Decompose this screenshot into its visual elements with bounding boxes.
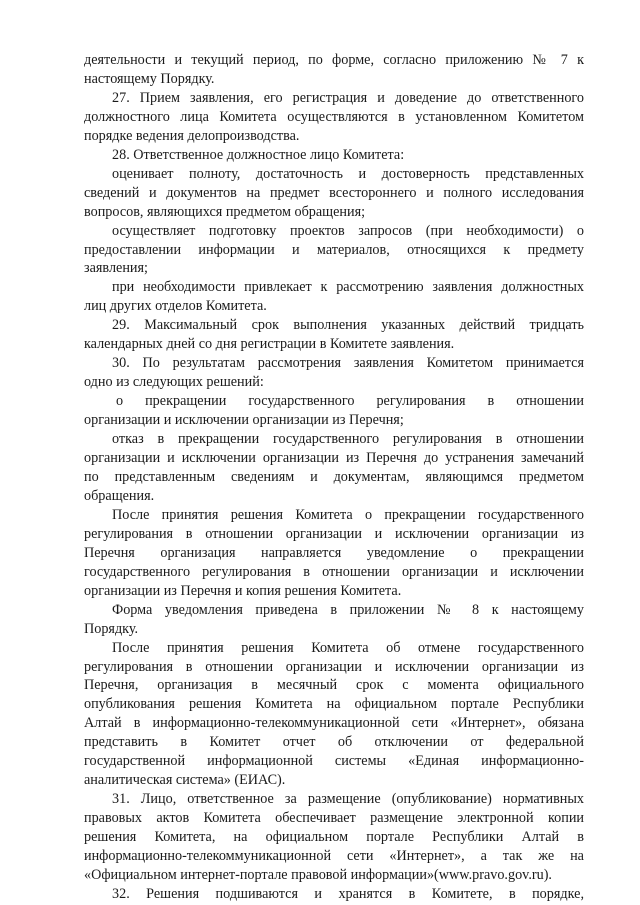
text-line: регулирования в отношении организации и исключении организации из	[84, 658, 584, 675]
text-line: «Официальном интернет-портале правовой информации»(www.pravo.gov.ru).	[84, 866, 552, 883]
text-line: лиц других отделов Комитета.	[84, 298, 267, 315]
text-line: информационно-телекоммуникационной сети «Интернет», а так же на	[84, 848, 584, 865]
text-line: 29. Максимальный срок выполнения указанных действий тридцать	[112, 317, 584, 334]
text-line: государственной информационной системы «Единая информационно-	[84, 753, 584, 770]
text-line: представить в Комитет отчет об отключении от федеральной	[84, 734, 584, 751]
text-line: календарных дней со дня регистрации в Комитете заявления.	[84, 336, 455, 353]
text-line: государственного регулирования в отношении организации и исключении	[84, 563, 584, 580]
document-page	[84, 51, 584, 904]
text-line: о прекращении государственного регулирования в отношении	[116, 393, 584, 410]
text-line: Порядку.	[84, 620, 139, 637]
text-line: 31. Лицо, ответственное за размещение (опубликование) нормативных	[112, 791, 584, 808]
text-line: предоставлении информации и материалов, относящихся к предмету	[84, 241, 584, 258]
text-line: вопросов, являющихся предметом обращения;	[84, 203, 366, 220]
text-line: 30. По результатам рассмотрения заявления Комитетом принимается	[112, 355, 584, 372]
text-line: 27. Прием заявления, его регистрация и доведение до ответственного	[112, 89, 584, 106]
text-line: при необходимости привлекает к рассмотрению заявления должностных	[112, 279, 584, 296]
text-line: должностного лица Комитета осуществляются в установленном Комитетом	[84, 108, 584, 125]
text-line: порядке ведения делопроизводства.	[84, 127, 300, 144]
text-line: После принятия решения Комитета об отмене государственного	[112, 639, 584, 656]
text-line: оценивает полноту, достаточность и достоверность представленных	[112, 165, 584, 182]
text-line: организации из Перечня и копия решения Комитета.	[84, 582, 402, 599]
text-line: Перечня, организация в месячный срок с момента официального	[84, 677, 584, 694]
text-line: осуществляет подготовку проектов запросов (при необходимости) о	[112, 222, 584, 239]
text-line: сведений и документов на предмет всестороннего и полного исследования	[84, 184, 584, 201]
text-line: Перечня организация направляется уведомление о прекращении	[84, 544, 584, 561]
text-line: обращения.	[84, 487, 155, 504]
text-line: отказ в прекращении государственного регулирования в отношении	[112, 431, 584, 448]
text-line: 32. Решения подшиваются и хранятся в Комитете, в порядке,	[112, 885, 584, 902]
text-line: правовых актов Комитета обеспечивает размещение электронной копии	[84, 810, 584, 827]
text-line: решения Комитета, на официальном портале Республики Алтай в	[84, 829, 584, 846]
text-line: одно из следующих решений:	[84, 374, 264, 391]
text-line: по представленным сведениям и документам, являющимся предметом	[84, 468, 584, 485]
text-line: аналитическая система» (ЕИАС).	[84, 772, 286, 789]
text-line: организации и исключении организации из Перечня до устранения замечаний	[84, 450, 584, 467]
text-line: деятельности и текущий период, по форме, согласно приложению № 7 к	[84, 52, 584, 68]
text-line: регулирования в отношении организации и исключении организации из	[84, 525, 584, 542]
text-line: После принятия решения Комитета о прекращении государственного	[112, 506, 584, 523]
text-line: 28. Ответственное должностное лицо Комитета:	[112, 146, 405, 163]
text-line: заявления;	[84, 260, 148, 277]
text-line: опубликования решения Комитета на официальном портале Республики	[84, 696, 584, 713]
text-line: Алтай в информационно-телекоммуникационной сети «Интернет», обязана	[84, 715, 584, 732]
text-line: настоящему Порядку.	[84, 70, 215, 87]
text-line: организации и исключении организации из Перечня;	[84, 412, 404, 429]
text-line: Форма уведомления приведена в приложении № 8 к настоящему	[112, 601, 584, 618]
